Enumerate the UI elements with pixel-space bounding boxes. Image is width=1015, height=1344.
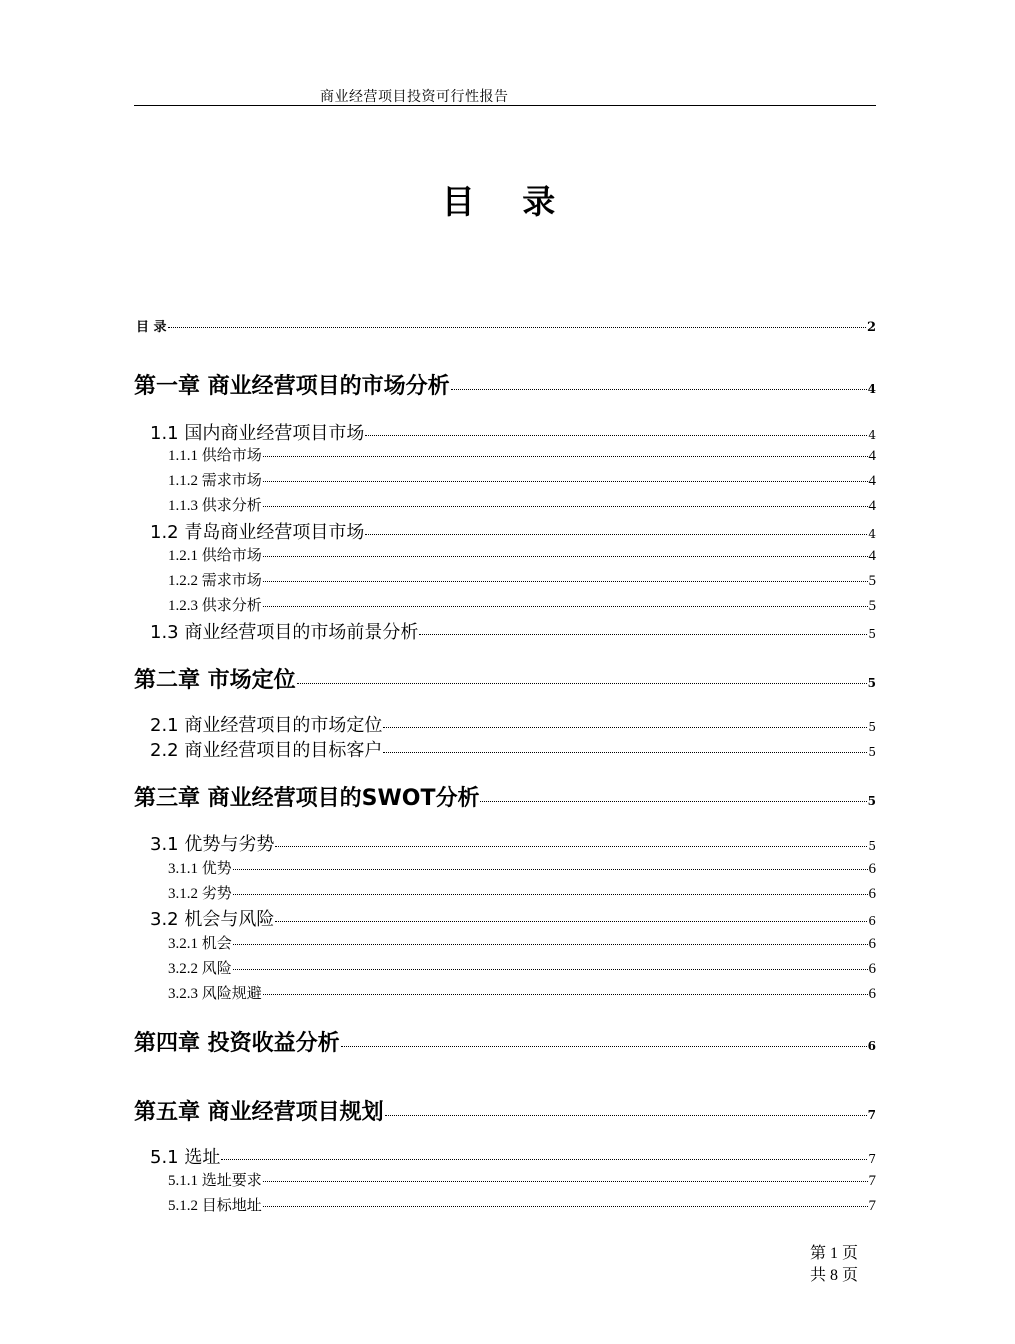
toc-leader-dots — [385, 1115, 867, 1116]
toc-entry-page: 5 — [868, 745, 876, 759]
toc-entry-label: 3.2.1 机会 — [168, 936, 232, 952]
toc-entry-page: 6 — [868, 986, 876, 1002]
toc-leader-dots — [263, 456, 868, 457]
toc-entry-label: 3.2.3 风险规避 — [168, 986, 262, 1002]
toc-leader-dots — [233, 944, 868, 945]
toc-entry-page: 7 — [868, 1198, 876, 1214]
toc-entry[interactable] — [150, 905, 876, 931]
toc-entry-page: 7 — [868, 1152, 876, 1166]
toc-entry-page: 6 — [868, 886, 876, 902]
toc-entry-label: 5.1 选址 — [150, 1147, 221, 1168]
toc-entry[interactable] — [150, 518, 876, 544]
toc-entry[interactable] — [134, 1095, 876, 1126]
toc-leader-dots — [383, 727, 867, 728]
toc-leader-dots — [341, 1046, 867, 1047]
toc-entry[interactable] — [168, 932, 876, 953]
toc-leader-dots — [168, 327, 866, 328]
toc-leader-dots — [263, 1206, 868, 1207]
toc-entry-label: 1.2.3 供求分析 — [168, 598, 262, 614]
toc-entry-label: 2.2 商业经营项目的目标客户 — [150, 740, 383, 761]
total-pages: 共 8 页 — [810, 1267, 859, 1284]
toc-entry[interactable] — [150, 736, 876, 762]
toc-entry-page: 5 — [867, 794, 876, 808]
toc-leader-dots — [365, 435, 867, 436]
toc-entry-page: 6 — [868, 936, 876, 952]
toc-entry-label: 第五章 商业经营项目规划 — [134, 1100, 384, 1125]
toc-entry[interactable] — [168, 882, 876, 903]
toc-entry-label: 第二章 市场定位 — [134, 668, 296, 693]
toc-leader-dots — [221, 1159, 867, 1160]
toc-entry-label: 3.1.2 劣势 — [168, 886, 232, 902]
toc-entry-label: 第一章 商业经营项目的市场分析 — [134, 374, 450, 399]
toc-entry-label: 第四章 投资收益分析 — [134, 1031, 340, 1056]
toc-entry-label: 1.2.1 供给市场 — [168, 548, 262, 564]
toc-entry-page: 7 — [868, 1173, 876, 1189]
toc-leader-dots — [263, 994, 868, 995]
toc-entry[interactable] — [134, 663, 876, 694]
toc-entry-page: 2 — [866, 320, 876, 335]
toc-leader-dots — [451, 389, 867, 390]
toc-entry[interactable] — [150, 830, 876, 856]
toc-leader-dots — [233, 894, 868, 895]
toc-entry[interactable] — [168, 494, 876, 515]
toc-entry-label: 目 录 — [136, 320, 167, 335]
toc-entry-page: 5 — [868, 839, 876, 853]
toc-entry[interactable] — [150, 1143, 876, 1169]
toc-entry-page: 4 — [868, 527, 876, 541]
toc-entry-page: 6 — [868, 914, 876, 928]
toc-entry[interactable] — [168, 857, 876, 878]
toc-entry-page: 4 — [867, 382, 876, 396]
toc-entry[interactable] — [134, 1026, 876, 1057]
toc-leader-dots — [263, 506, 868, 507]
toc-entry[interactable] — [136, 316, 876, 335]
toc-entry[interactable] — [168, 444, 876, 465]
running-header — [134, 88, 876, 106]
toc-leader-dots — [233, 969, 868, 970]
toc-entry-page: 4 — [868, 498, 876, 514]
toc-entry-label: 1.1.1 供给市场 — [168, 448, 262, 464]
toc-entry[interactable] — [168, 569, 876, 590]
toc-entry[interactable] — [168, 544, 876, 565]
toc-entry-page: 4 — [868, 448, 876, 464]
toc-leader-dots — [275, 921, 867, 922]
toc-entry-label: 1.2.2 需求市场 — [168, 573, 262, 589]
toc-entry[interactable] — [168, 957, 876, 978]
toc-entry-label: 3.1 优势与劣势 — [150, 834, 275, 855]
toc-entry[interactable] — [134, 781, 876, 812]
toc-entry-label: 2.1 商业经营项目的市场定位 — [150, 715, 383, 736]
toc-leader-dots — [383, 752, 867, 753]
toc-entry[interactable] — [168, 1194, 876, 1215]
toc-leader-dots — [275, 846, 867, 847]
toc-entry-page: 6 — [868, 961, 876, 977]
toc-entry[interactable] — [134, 369, 876, 400]
toc-entry[interactable] — [150, 618, 876, 644]
page-title: 目 录 — [441, 182, 574, 221]
toc-entry[interactable] — [168, 594, 876, 615]
toc-leader-dots — [263, 481, 868, 482]
toc-entry-label: 1.1.3 供求分析 — [168, 498, 262, 514]
toc-leader-dots — [263, 606, 868, 607]
page-number: 第 1 页 — [810, 1245, 859, 1262]
toc-entry-label: 5.1.1 选址要求 — [168, 1173, 262, 1189]
toc-leader-dots — [480, 801, 866, 802]
toc-leader-dots — [263, 581, 868, 582]
toc-entry-label: 1.3 商业经营项目的市场前景分析 — [150, 622, 419, 643]
toc-entry[interactable] — [150, 419, 876, 445]
toc-entry[interactable] — [168, 469, 876, 490]
toc-entry-page: 5 — [868, 720, 876, 734]
toc-entry-label: 第三章 商业经营项目的SWOT分析 — [134, 786, 480, 811]
toc-entry[interactable] — [168, 982, 876, 1003]
toc-leader-dots — [419, 634, 867, 635]
total-pages-clipped — [810, 1265, 890, 1284]
toc-leader-dots — [365, 534, 867, 535]
toc-entry-page: 6 — [867, 1039, 876, 1053]
toc-entry[interactable] — [150, 711, 876, 737]
toc-entry-label: 5.1.2 目标地址 — [168, 1198, 262, 1214]
page-footer — [810, 1243, 859, 1284]
toc-entry-label: 1.2 青岛商业经营项目市场 — [150, 522, 365, 543]
toc-entry-label: 3.2.2 风险 — [168, 961, 232, 977]
toc-entry-page: 5 — [868, 598, 876, 614]
toc-entry-label: 1.1 国内商业经营项目市场 — [150, 423, 365, 444]
toc-leader-dots — [297, 683, 867, 684]
toc-entry-label: 3.1.1 优势 — [168, 861, 232, 877]
toc-entry-page: 5 — [867, 676, 876, 690]
toc-leader-dots — [263, 556, 868, 557]
toc-entry-page: 6 — [868, 861, 876, 877]
toc-entry-page: 7 — [867, 1108, 876, 1122]
toc-leader-dots — [233, 869, 868, 870]
toc-entry-label: 1.1.2 需求市场 — [168, 473, 262, 489]
toc-entry[interactable] — [168, 1169, 876, 1190]
toc-entry-page: 5 — [868, 573, 876, 589]
toc-entry-label: 3.2 机会与风险 — [150, 909, 275, 930]
toc-leader-dots — [263, 1181, 868, 1182]
toc-entry-page: 4 — [868, 473, 876, 489]
header-text: 商业经营项目投资可行性报告 — [320, 89, 509, 105]
toc-entry-page: 4 — [868, 548, 876, 564]
toc-entry-page: 4 — [868, 428, 876, 442]
toc-entry-page: 5 — [868, 627, 876, 641]
